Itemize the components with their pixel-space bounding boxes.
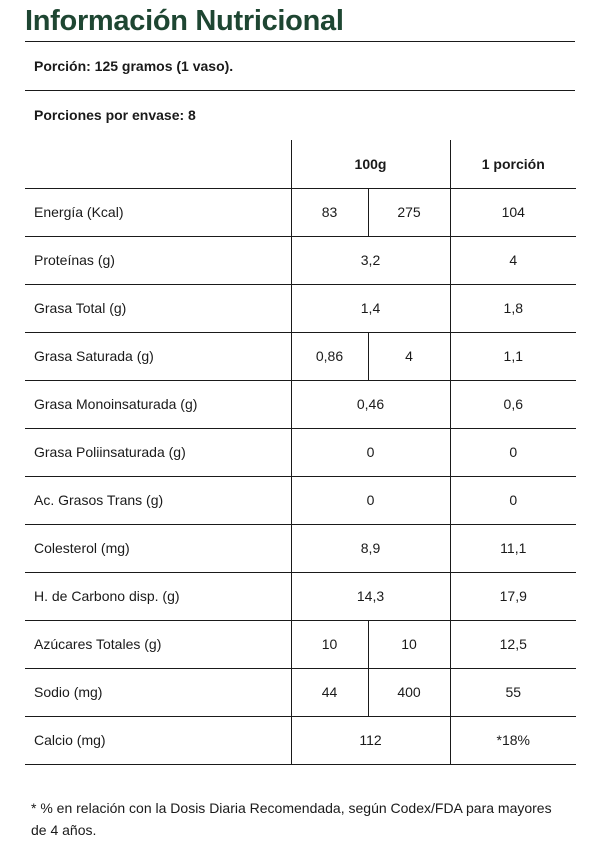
value-portion: 55 [450,668,576,716]
value-100g-a: 83 [291,188,368,236]
value-100g: 3,2 [291,236,450,284]
value-portion: 0 [450,428,576,476]
value-portion: 1,1 [450,332,576,380]
table-row [25,476,576,524]
value-100g-b: 400 [368,668,450,716]
value-100g-a: 44 [291,668,368,716]
page-title: Información Nutricional [25,5,344,37]
value-100g-a: 0,86 [291,332,368,380]
row-label: Grasa Total (g) [25,284,291,332]
row-label: Ac. Grasos Trans (g) [25,476,291,524]
value-portion: 12,5 [450,620,576,668]
value-100g-b: 275 [368,188,450,236]
table-row [25,236,576,284]
row-label: Colesterol (mg) [25,524,291,572]
value-100g: 0,46 [291,380,450,428]
value-portion: *18% [450,716,576,764]
value-100g-b: 10 [368,620,450,668]
row-label: Grasa Poliinsaturada (g) [25,428,291,476]
footnote: * % en relación con la Dosis Diaria Recomendada, según Codex/FDA para mayores de 4 años. [31,800,552,838]
value-portion: 104 [450,188,576,236]
row-label: Proteínas (g) [25,236,291,284]
value-portion: 11,1 [450,524,576,572]
header-100g: 100g [291,140,450,188]
servings-per-container: Porciones por envase: 8 [25,90,575,139]
table-header-row [25,140,576,188]
value-portion: 1,8 [450,284,576,332]
value-portion: 17,9 [450,572,576,620]
table-row [25,284,576,332]
value-portion: 0 [450,476,576,524]
serving-size: Porción: 125 gramos (1 vaso). [25,41,575,90]
table-row [25,716,576,764]
value-portion: 0,6 [450,380,576,428]
table-row [25,332,576,380]
table-row [25,572,576,620]
nutrition-table [25,140,576,765]
value-100g: 0 [291,476,450,524]
row-label: Calcio (mg) [25,716,291,764]
table-row [25,380,576,428]
row-label: Grasa Saturada (g) [25,332,291,380]
row-label: H. de Carbono disp. (g) [25,572,291,620]
value-100g: 112 [291,716,450,764]
header-portion: 1 porción [450,140,576,188]
row-label: Sodio (mg) [25,668,291,716]
header-label-cell [25,140,291,188]
row-label: Grasa Monoinsaturada (g) [25,380,291,428]
value-100g: 0 [291,428,450,476]
table-row [25,524,576,572]
value-100g-b: 4 [368,332,450,380]
table-row [25,188,576,236]
value-100g-a: 10 [291,620,368,668]
value-100g: 8,9 [291,524,450,572]
table-row [25,620,576,668]
value-100g: 14,3 [291,572,450,620]
value-portion: 4 [450,236,576,284]
row-label: Azúcares Totales (g) [25,620,291,668]
table-row [25,428,576,476]
value-100g: 1,4 [291,284,450,332]
row-label: Energía (Kcal) [25,188,291,236]
table-row [25,668,576,716]
